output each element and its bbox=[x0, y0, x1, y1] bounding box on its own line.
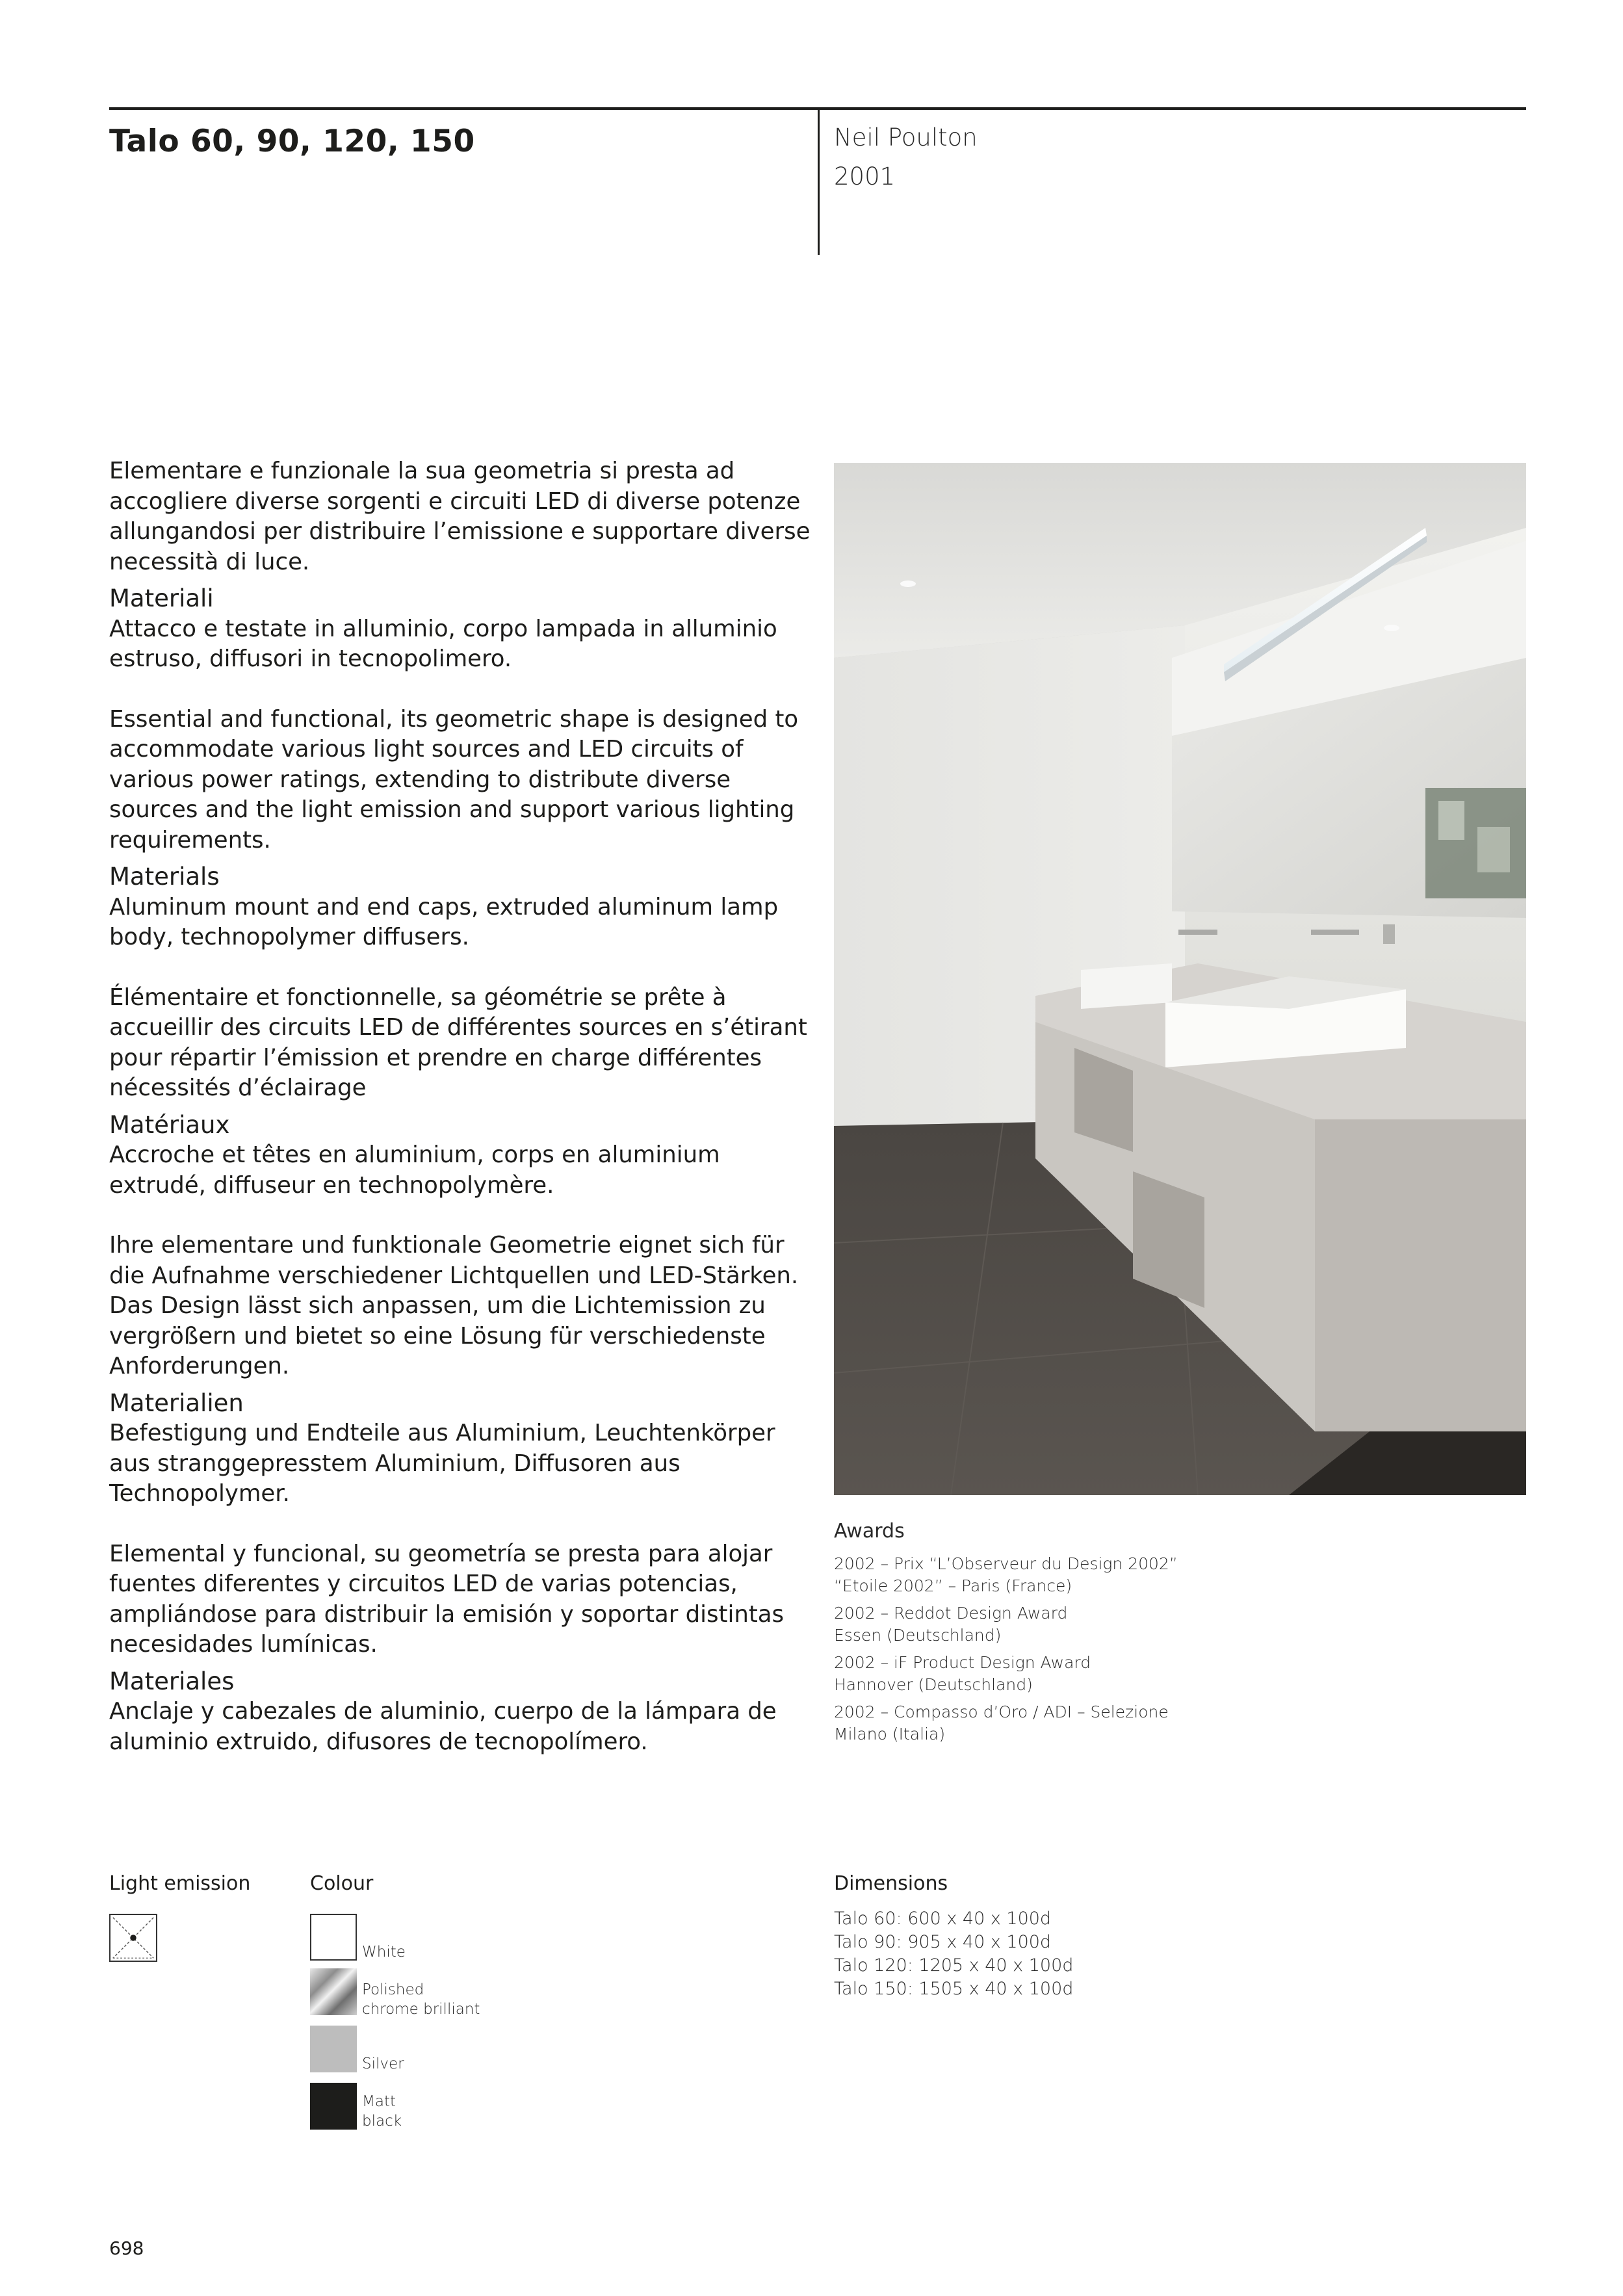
swatch-label-line: Polished bbox=[362, 1981, 424, 1998]
light-emission-label: Light emission bbox=[109, 1872, 251, 1895]
materials-text: Accroche et têtes en aluminium, corps en aluminium extrudé, diffuseur en technopolymère. bbox=[109, 1141, 720, 1199]
dimension-item: Talo 60: 600 x 40 x 100d bbox=[834, 1909, 1052, 1929]
swatch-label-line: Matt bbox=[362, 2093, 396, 2110]
description-paragraph: Elemental y funcional, su geometría se presta para alojar fuentes diferentes y circuitos LED de varias potencias, ampliándose para distribuir la emisión y soportar distintas necesidades lumínicas. bbox=[109, 1540, 784, 1658]
award-item bbox=[834, 1652, 1289, 1696]
swatch-label-line: Silver bbox=[362, 2055, 404, 2072]
light-emission-icon bbox=[109, 1914, 157, 1962]
award-title: 2002 – Reddot Design Award bbox=[834, 1604, 1068, 1623]
dimensions-label: Dimensions bbox=[834, 1872, 948, 1895]
awards-label: Awards bbox=[834, 1520, 905, 1543]
colour-label: Colour bbox=[310, 1872, 374, 1895]
swatch-chrome-label bbox=[362, 1980, 480, 2019]
materials-heading: Materiali bbox=[109, 584, 214, 612]
description-paragraph: Essential and functional, its geometric shape is designed to accommodate various light sources and LED circuits of various power ratings, extending to distribute diverse sources and the light emission and support various lighting requirements. bbox=[109, 705, 799, 854]
description-de bbox=[109, 1231, 818, 1509]
award-title: 2002 – Compasso d’Oro / ADI – Selezione bbox=[834, 1702, 1169, 1721]
awards-block bbox=[834, 1520, 1289, 1751]
bathroom-scene-image bbox=[834, 463, 1526, 1495]
swatch-label-line: black bbox=[362, 2113, 402, 2130]
swatch-white bbox=[310, 1914, 357, 1961]
award-title: 2002 – Prix “L’Observeur du Design 2002” bbox=[834, 1554, 1178, 1573]
materials-text: Befestigung und Endteile aus Aluminium, Leuchtenkörper aus stranggepresstem Aluminium, Diffusoren aus Technopolymer. bbox=[109, 1420, 775, 1507]
swatch-label-line: chrome brilliant bbox=[362, 2001, 480, 2018]
award-title: 2002 – iF Product Design Award bbox=[834, 1653, 1091, 1672]
award-location: Milano (Italia) bbox=[834, 1725, 946, 1743]
description-fr bbox=[109, 983, 818, 1201]
product-title: Talo 60, 90, 120, 150 bbox=[109, 124, 475, 159]
product-photo bbox=[834, 463, 1526, 1495]
description-paragraph: Elementare e funzionale la sua geometria si presta ad accogliere diverse sorgenti e circuiti LED di diverse potenze allungandosi per distribuire l’emissione e supportare diverse necessità di luce. bbox=[109, 458, 811, 575]
page-number: 698 bbox=[109, 2237, 144, 2259]
swatch-silver bbox=[310, 2026, 357, 2072]
swatch-white-label bbox=[362, 1942, 406, 1962]
materials-heading: Materiales bbox=[109, 1667, 235, 1695]
designer-name: Neil Poulton bbox=[834, 124, 978, 151]
swatch-polished-chrome bbox=[310, 1968, 357, 2015]
award-location: “Etoile 2002” – Paris (France) bbox=[834, 1576, 1072, 1595]
description-en bbox=[109, 705, 818, 953]
dimensions-list bbox=[834, 1907, 1073, 2001]
materials-heading: Matériaux bbox=[109, 1110, 230, 1139]
materials-heading: Materials bbox=[109, 863, 220, 891]
materials-heading: Materialien bbox=[109, 1389, 244, 1417]
materials-text: Attacco e testate in alluminio, corpo lampada in alluminio estruso, diffusori in tecnopolimero. bbox=[109, 615, 777, 672]
design-year: 2001 bbox=[834, 163, 896, 190]
description-it bbox=[109, 456, 818, 675]
header-divider bbox=[818, 109, 820, 255]
award-location: Essen (Deutschland) bbox=[834, 1626, 1002, 1645]
swatch-label-line: White bbox=[362, 1944, 406, 1961]
description-paragraph: Élémentaire et fonctionnelle, sa géométrie se prête à accueillir des circuits LED de différentes sources en s’étirant pour répartir l’émission et prendre en charge différentes nécessités d’éclairage bbox=[109, 984, 807, 1101]
award-item bbox=[834, 1602, 1289, 1647]
award-item bbox=[834, 1701, 1289, 1745]
swatch-black-label bbox=[362, 2092, 402, 2131]
materials-text: Anclaje y cabezales de aluminio, cuerpo de la lámpara de aluminio extruido, difusores de tecnopolímero. bbox=[109, 1698, 777, 1755]
light-emission-diagram bbox=[110, 1915, 156, 1961]
dimension-item: Talo 90: 905 x 40 x 100d bbox=[834, 1932, 1052, 1952]
swatch-silver-label bbox=[362, 2054, 404, 2074]
materials-text: Aluminum mount and end caps, extruded aluminum lamp body, technopolymer diffusers. bbox=[109, 893, 779, 950]
award-location: Hannover (Deutschland) bbox=[834, 1675, 1033, 1694]
description-paragraph: Ihre elementare und funktionale Geometrie eignet sich für die Aufnahme verschiedener Lichtquellen und LED-Stärken. Das Design lässt sich anpassen, um die Lichtemission zu vergrößern und bietet so eine Lösung für verschiedenste Anforderungen. bbox=[109, 1232, 799, 1379]
description-es bbox=[109, 1539, 818, 1758]
dimension-item: Talo 150: 1505 x 40 x 100d bbox=[834, 1979, 1074, 1999]
dimension-item: Talo 120: 1205 x 40 x 100d bbox=[834, 1955, 1074, 1976]
award-item bbox=[834, 1553, 1289, 1597]
description-column bbox=[109, 456, 818, 1787]
swatch-matt-black bbox=[310, 2083, 357, 2130]
